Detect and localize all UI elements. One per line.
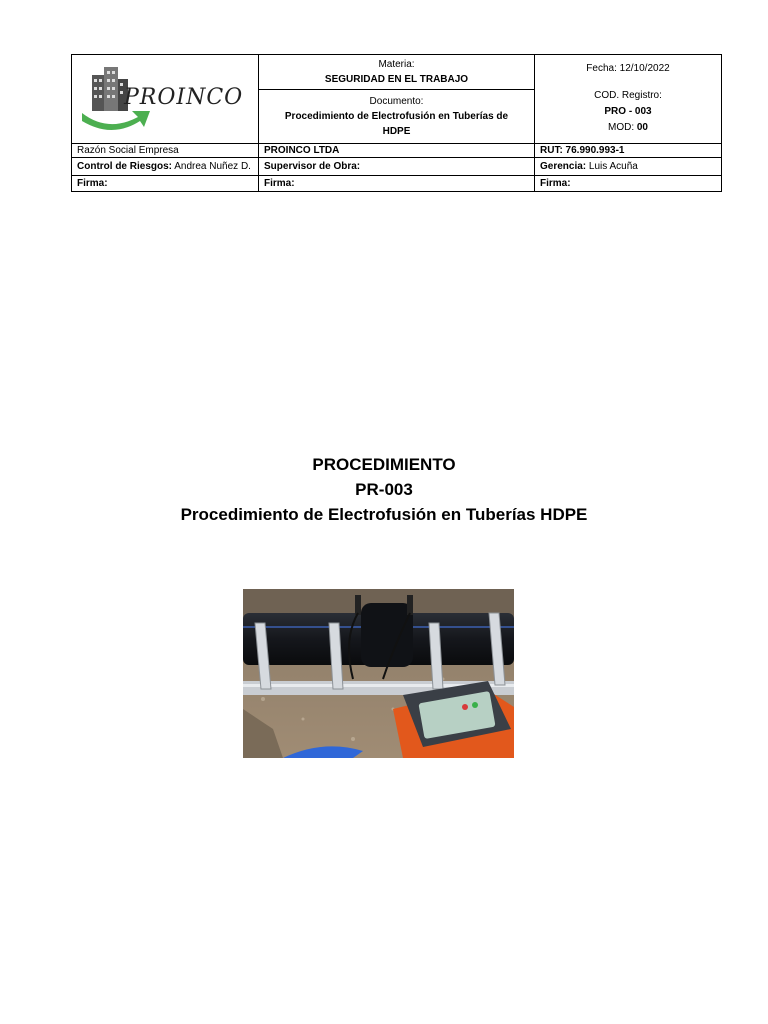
mod-line <box>540 120 716 136</box>
control-riesgos-cell <box>72 158 259 176</box>
procedure-code: PR-003 <box>355 480 413 499</box>
procedure-heading: PROCEDIMIENTO <box>312 455 456 474</box>
gerencia-cell <box>535 158 722 176</box>
firma-cell-3: Firma: <box>535 176 722 192</box>
razon-social-cell: Razón Social Empresa <box>72 144 259 158</box>
materia-value: SEGURIDAD EN EL TRABAJO <box>324 74 469 85</box>
documento-value-line1: Procedimiento de Electrofusión en Tuberías de <box>284 111 509 122</box>
logo-cell <box>72 55 259 144</box>
electrofusion-photo <box>243 589 514 758</box>
gerencia-value: Luis Acuña <box>588 161 638 172</box>
documento-value-line2: HDPE <box>382 126 411 137</box>
firma-cell-2: Firma: <box>259 176 535 192</box>
procedure-name: Procedimiento de Electrofusión en Tuberías HDPE <box>180 505 588 524</box>
cod-registro-label: COD. Registro: <box>594 90 662 101</box>
documento-label: Documento: <box>369 96 424 107</box>
materia-label: Materia: <box>378 59 415 70</box>
documento-cell <box>259 90 535 144</box>
electrofusion-scene-image <box>243 589 514 758</box>
supervisor-cell: Supervisor de Obra: <box>259 158 535 176</box>
document-header-table <box>71 54 722 192</box>
procedure-title-block <box>0 452 768 527</box>
empresa-cell: PROINCO LTDA <box>259 144 535 158</box>
control-riesgos-label: Control de Riesgos: <box>77 161 173 172</box>
control-riesgos-value: Andrea Nuñez D. <box>174 161 251 172</box>
firma-cell-1: Firma: <box>72 176 259 192</box>
materia-cell <box>259 55 535 90</box>
company-logo <box>78 61 244 141</box>
logo-text: PROINCO <box>124 85 244 110</box>
mod-label: MOD: <box>607 122 635 133</box>
rut-cell: RUT: 76.990.993-1 <box>535 144 722 158</box>
fecha: Fecha: 12/10/2022 <box>586 63 670 74</box>
gerencia-label: Gerencia: <box>540 161 587 172</box>
fecha-cod-cell <box>535 55 722 144</box>
mod-value: 00 <box>636 122 648 133</box>
cod-registro-value: PRO - 003 <box>604 106 652 117</box>
